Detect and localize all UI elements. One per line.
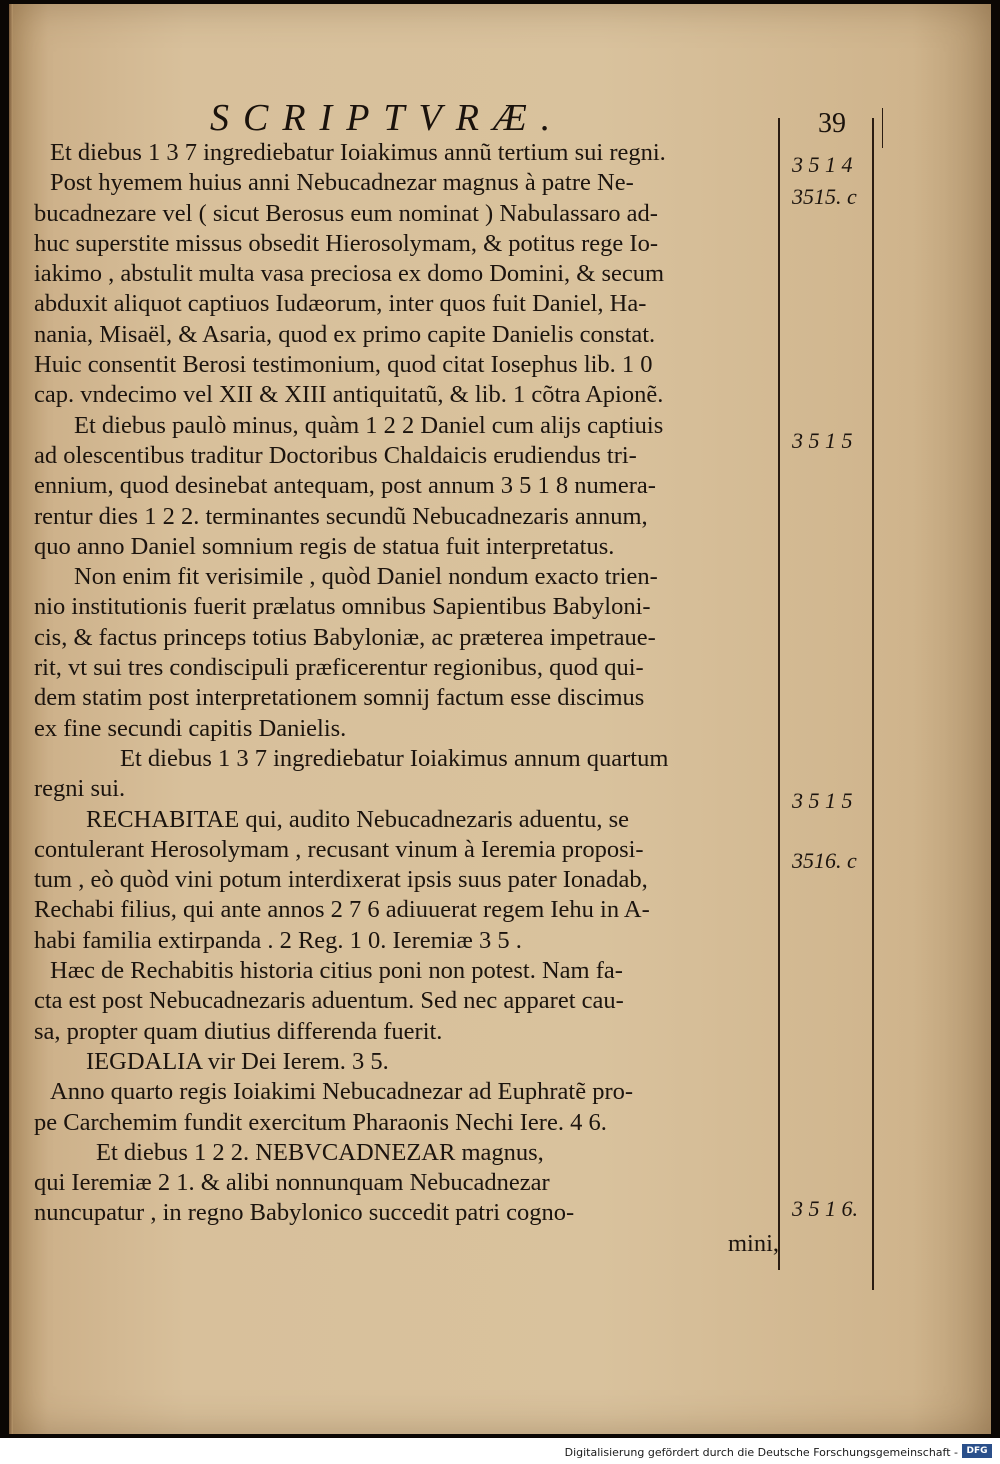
dfg-logo[interactable]: DFG (962, 1444, 992, 1458)
text-line: Huic consentit Berosi testimonium, quod citat Iosephus lib. 1 0 (34, 351, 653, 379)
text-line: IEGDALIA vir Dei Ierem. 3 5. (86, 1047, 389, 1075)
text-line: pe Carchemim fundit exercitum Pharaonis Nechi Iere. 4 6. (34, 1108, 607, 1136)
text-line: ex fine secundi capitis Danielis. (34, 714, 347, 742)
text-line: Anno quarto regis Ioiakimi Nebucadnezar ad Euphratẽ pro- (50, 1078, 634, 1106)
text-line: rentur dies 1 2 2. terminantes secundũ Nebucadnezaris annum, (34, 502, 648, 530)
running-head: SCRIPTVRÆ. (210, 97, 565, 139)
text-line: contulerant Herosolymam , recusant vinum à Ieremia proposi- (34, 835, 644, 863)
body-text (34, 138, 779, 1259)
text-line: cis, & factus princeps totius Babyloniæ, ac præterea impetraue- (34, 623, 656, 651)
text-line: cap. vndecimo vel XII & XIII antiquitatũ, & lib. 1 cõtra Apionẽ. (34, 381, 664, 409)
text-line: quo anno Daniel somnium regis de statua fuit interpretatus. (34, 532, 615, 560)
page-edge (9, 4, 13, 1434)
footer-bar (0, 1438, 1000, 1464)
text-line: dem statim post interpretationem somnij factum esse discimus (34, 684, 645, 712)
margin-note: 3516. c (792, 848, 857, 873)
text-line: cta est post Nebucadnezaris aduentum. Sed nec apparet cau- (34, 987, 624, 1015)
text-line: Et diebus 1 2 2. NEBVCADNEZAR magnus, (96, 1138, 544, 1166)
text-line: nio institutionis fuerit prælatus omnibus Sapientibus Babyloni- (34, 593, 651, 621)
text-line: rit, vt sui tres condiscipuli præficerentur regionibus, quod qui- (34, 654, 644, 682)
text-line: RECHABITAE qui, audito Nebucadnezaris aduentu, se (86, 805, 630, 833)
text-line: Post hyemem huius anni Nebucadnezar magnus à patre Ne- (50, 169, 634, 197)
funding-credit: Digitalisierung gefördert durch die Deutsche Forschungsgemeinschaft - (564, 1446, 958, 1459)
text-line: ennium, quod desinebat antequam, post annum 3 5 1 8 numera- (34, 472, 656, 500)
text-line: Et diebus paulò minus, quàm 1 2 2 Daniel cum alijs captiuis (74, 411, 664, 439)
margin-note: 3515. c (792, 184, 857, 209)
text-line: Non enim fit verisimile , quòd Daniel nondum exacto trien- (74, 563, 658, 591)
text-line: qui Ieremiæ 2 1. & alibi nonnunquam Nebucadnezar (34, 1169, 550, 1197)
text-line: Et diebus 1 3 7 ingrediebatur Ioiakimus annum quartum (120, 744, 669, 772)
text-line: iakimo , abstulit multa vasa preciosa ex domo Domini, & secum (34, 260, 665, 288)
text-line: Et diebus 1 3 7 ingrediebatur Ioiakimus annũ tertium sui regni. (50, 139, 666, 166)
folio-rule (882, 108, 883, 148)
text-line: habi familia extirpanda . 2 Reg. 1 0. Ieremiæ 3 5 . (34, 926, 522, 954)
margin-rule-right (872, 118, 874, 1290)
text-line: Hæc de Rechabitis historia citius poni non potest. Nam fa- (50, 957, 623, 985)
text-line: nuncupatur , in regno Babylonico succedit patri cogno- (34, 1199, 575, 1227)
text-line: nania, Misaël, & Asaria, quod ex primo capite Danielis constat. (34, 320, 656, 348)
margin-note: 3 5 1 5 (792, 428, 853, 453)
text-line: sa, propter quam diutius differenda fuerit. (34, 1017, 443, 1045)
margin-note: 3 5 1 4 (792, 152, 853, 177)
text-line: mini, (727, 1229, 779, 1257)
margin-note: 3 5 1 5 (792, 788, 853, 813)
text-line: ad olescentibus traditur Doctoribus Chaldaicis erudiendus tri- (34, 441, 637, 469)
text-line: huc superstite missus obsedit Hierosolymam, & potitus rege Io- (34, 229, 658, 257)
text-line: Rechabi filius, qui ante annos 2 7 6 adiuuerat regem Iehu in A- (34, 896, 650, 924)
folio-number: 39 (818, 108, 846, 139)
text-line: regni sui. (34, 775, 126, 803)
text-line: bucadnezare vel ( sicut Berosus eum nominat ) Nabulassaro ad- (34, 199, 658, 227)
text-line: tum , eò quòd vini potum interdixerat ipsis suus pater Ionadab, (34, 866, 648, 894)
text-line: abduxit aliquot captiuos Iudæorum, inter quos fuit Daniel, Ha- (34, 290, 647, 318)
margin-note: 3 5 1 6. (792, 1196, 858, 1221)
